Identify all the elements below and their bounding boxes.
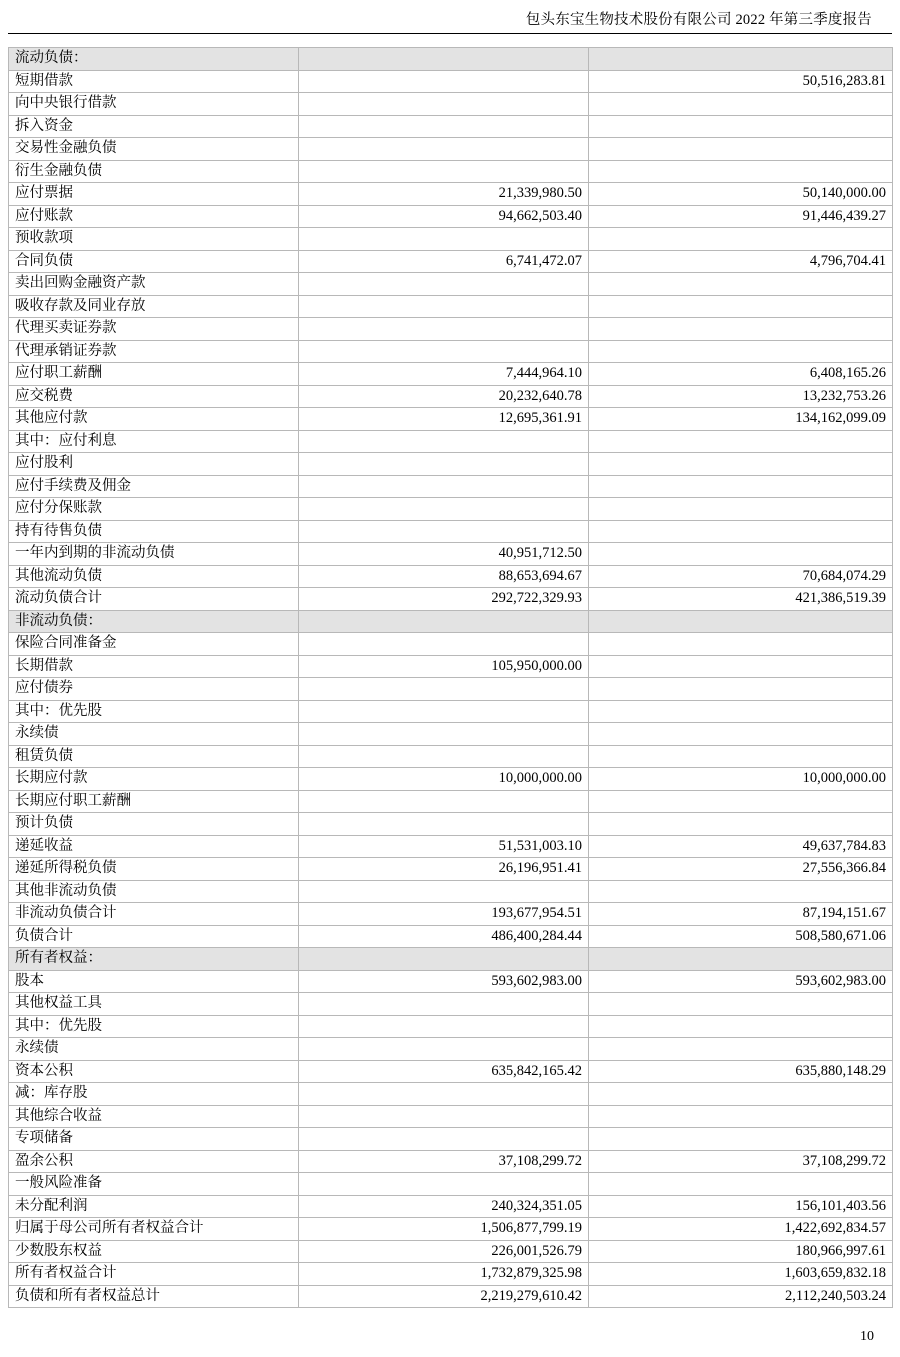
row-value-prior bbox=[589, 453, 893, 476]
row-value-prior bbox=[589, 948, 893, 971]
row-label: 吸收存款及同业存放 bbox=[9, 295, 299, 318]
row-value-current: 635,842,165.42 bbox=[299, 1060, 589, 1083]
row-value-current bbox=[299, 475, 589, 498]
row-label: 非流动负债： bbox=[9, 610, 299, 633]
row-value-current: 593,602,983.00 bbox=[299, 970, 589, 993]
header-divider bbox=[8, 33, 892, 34]
row-value-current: 7,444,964.10 bbox=[299, 363, 589, 386]
row-label: 负债合计 bbox=[9, 925, 299, 948]
row-value-prior: 49,637,784.83 bbox=[589, 835, 893, 858]
row-value-current bbox=[299, 520, 589, 543]
row-value-prior: 10,000,000.00 bbox=[589, 768, 893, 791]
row-label: 其他非流动负债 bbox=[9, 880, 299, 903]
table-row bbox=[9, 543, 893, 566]
row-value-prior: 2,112,240,503.24 bbox=[589, 1285, 893, 1308]
row-label: 盈余公积 bbox=[9, 1150, 299, 1173]
row-label: 应付职工薪酬 bbox=[9, 363, 299, 386]
table-row bbox=[9, 318, 893, 341]
row-value-current: 2,219,279,610.42 bbox=[299, 1285, 589, 1308]
table-row bbox=[9, 70, 893, 93]
row-value-current bbox=[299, 430, 589, 453]
table-row bbox=[9, 655, 893, 678]
row-value-prior bbox=[589, 318, 893, 341]
balance-sheet-table bbox=[8, 47, 893, 1308]
row-label: 持有待售负债 bbox=[9, 520, 299, 543]
row-value-current bbox=[299, 295, 589, 318]
row-label: 负债和所有者权益总计 bbox=[9, 1285, 299, 1308]
row-value-prior bbox=[589, 520, 893, 543]
page-number: 10 bbox=[860, 1329, 874, 1344]
row-value-current: 94,662,503.40 bbox=[299, 205, 589, 228]
row-label: 卖出回购金融资产款 bbox=[9, 273, 299, 296]
row-value-prior bbox=[589, 1173, 893, 1196]
row-value-prior bbox=[589, 1105, 893, 1128]
row-label: 归属于母公司所有者权益合计 bbox=[9, 1218, 299, 1241]
row-value-current: 292,722,329.93 bbox=[299, 588, 589, 611]
table-row bbox=[9, 790, 893, 813]
row-label: 向中央银行借款 bbox=[9, 93, 299, 116]
table-row bbox=[9, 138, 893, 161]
row-label: 其他综合收益 bbox=[9, 1105, 299, 1128]
row-value-prior bbox=[589, 655, 893, 678]
row-label: 一年内到期的非流动负债 bbox=[9, 543, 299, 566]
table-row bbox=[9, 925, 893, 948]
table-row bbox=[9, 475, 893, 498]
row-value-prior: 6,408,165.26 bbox=[589, 363, 893, 386]
row-label: 少数股东权益 bbox=[9, 1240, 299, 1263]
row-value-current bbox=[299, 318, 589, 341]
row-label: 专项储备 bbox=[9, 1128, 299, 1151]
row-value-prior: 70,684,074.29 bbox=[589, 565, 893, 588]
row-label: 代理买卖证券款 bbox=[9, 318, 299, 341]
table-row bbox=[9, 700, 893, 723]
row-label: 减：库存股 bbox=[9, 1083, 299, 1106]
row-value-current bbox=[299, 340, 589, 363]
row-value-current bbox=[299, 93, 589, 116]
row-value-current: 37,108,299.72 bbox=[299, 1150, 589, 1173]
row-value-current: 1,732,879,325.98 bbox=[299, 1263, 589, 1286]
row-label: 其中：优先股 bbox=[9, 700, 299, 723]
row-value-current bbox=[299, 790, 589, 813]
row-value-prior: 27,556,366.84 bbox=[589, 858, 893, 881]
row-value-current bbox=[299, 633, 589, 656]
row-value-current: 486,400,284.44 bbox=[299, 925, 589, 948]
row-value-current: 240,324,351.05 bbox=[299, 1195, 589, 1218]
row-value-prior bbox=[589, 543, 893, 566]
row-value-prior bbox=[589, 678, 893, 701]
row-value-prior bbox=[589, 115, 893, 138]
row-label: 应付股利 bbox=[9, 453, 299, 476]
table-row bbox=[9, 813, 893, 836]
row-value-prior bbox=[589, 160, 893, 183]
row-label: 股本 bbox=[9, 970, 299, 993]
row-value-prior: 156,101,403.56 bbox=[589, 1195, 893, 1218]
row-value-prior bbox=[589, 93, 893, 116]
row-value-prior bbox=[589, 228, 893, 251]
row-value-current bbox=[299, 700, 589, 723]
row-value-prior bbox=[589, 1038, 893, 1061]
row-value-current: 193,677,954.51 bbox=[299, 903, 589, 926]
row-value-current bbox=[299, 610, 589, 633]
row-value-prior bbox=[589, 498, 893, 521]
row-value-prior bbox=[589, 633, 893, 656]
table-row bbox=[9, 408, 893, 431]
table-row bbox=[9, 1173, 893, 1196]
table-row bbox=[9, 678, 893, 701]
row-value-current bbox=[299, 880, 589, 903]
row-value-prior: 37,108,299.72 bbox=[589, 1150, 893, 1173]
row-label: 代理承销证券款 bbox=[9, 340, 299, 363]
table-row bbox=[9, 1060, 893, 1083]
row-value-current bbox=[299, 138, 589, 161]
table-row bbox=[9, 1105, 893, 1128]
table-row bbox=[9, 970, 893, 993]
row-value-prior bbox=[589, 340, 893, 363]
row-value-current: 105,950,000.00 bbox=[299, 655, 589, 678]
table-row bbox=[9, 273, 893, 296]
row-label: 预计负债 bbox=[9, 813, 299, 836]
table-row bbox=[9, 903, 893, 926]
row-value-current bbox=[299, 70, 589, 93]
row-value-prior bbox=[589, 138, 893, 161]
row-label: 其中：应付利息 bbox=[9, 430, 299, 453]
row-value-current: 10,000,000.00 bbox=[299, 768, 589, 791]
row-value-current bbox=[299, 948, 589, 971]
row-value-current bbox=[299, 48, 589, 71]
row-value-prior bbox=[589, 993, 893, 1016]
table-row bbox=[9, 858, 893, 881]
row-label: 非流动负债合计 bbox=[9, 903, 299, 926]
row-label: 其中：优先股 bbox=[9, 1015, 299, 1038]
table-row bbox=[9, 835, 893, 858]
row-value-current bbox=[299, 453, 589, 476]
row-label: 其他权益工具 bbox=[9, 993, 299, 1016]
row-value-prior bbox=[589, 723, 893, 746]
row-value-current bbox=[299, 813, 589, 836]
row-value-prior: 134,162,099.09 bbox=[589, 408, 893, 431]
table-row bbox=[9, 745, 893, 768]
table-row bbox=[9, 1263, 893, 1286]
row-label: 合同负债 bbox=[9, 250, 299, 273]
row-value-current: 51,531,003.10 bbox=[299, 835, 589, 858]
row-value-current bbox=[299, 273, 589, 296]
row-label: 流动负债： bbox=[9, 48, 299, 71]
row-value-current: 1,506,877,799.19 bbox=[299, 1218, 589, 1241]
row-value-prior: 508,580,671.06 bbox=[589, 925, 893, 948]
row-value-current bbox=[299, 1128, 589, 1151]
page-header: 包头东宝生物技术股份有限公司 2022 年第三季度报告 bbox=[525, 12, 872, 28]
row-label: 短期借款 bbox=[9, 70, 299, 93]
row-value-prior bbox=[589, 790, 893, 813]
row-label: 递延所得税负债 bbox=[9, 858, 299, 881]
row-label: 未分配利润 bbox=[9, 1195, 299, 1218]
row-value-current bbox=[299, 745, 589, 768]
table-row bbox=[9, 610, 893, 633]
row-value-prior bbox=[589, 813, 893, 836]
row-label: 资本公积 bbox=[9, 1060, 299, 1083]
row-label: 应付票据 bbox=[9, 183, 299, 206]
row-value-prior: 180,966,997.61 bbox=[589, 1240, 893, 1263]
row-value-prior bbox=[589, 1015, 893, 1038]
row-value-prior: 593,602,983.00 bbox=[589, 970, 893, 993]
row-value-current: 226,001,526.79 bbox=[299, 1240, 589, 1263]
row-value-prior: 13,232,753.26 bbox=[589, 385, 893, 408]
table-row bbox=[9, 588, 893, 611]
table-row bbox=[9, 385, 893, 408]
row-label: 永续债 bbox=[9, 1038, 299, 1061]
table-row bbox=[9, 1038, 893, 1061]
row-label: 长期应付职工薪酬 bbox=[9, 790, 299, 813]
row-value-current bbox=[299, 1173, 589, 1196]
table-row bbox=[9, 633, 893, 656]
table-row bbox=[9, 768, 893, 791]
row-value-current: 20,232,640.78 bbox=[299, 385, 589, 408]
row-label: 应付分保账款 bbox=[9, 498, 299, 521]
row-label: 其他流动负债 bbox=[9, 565, 299, 588]
row-label: 其他应付款 bbox=[9, 408, 299, 431]
row-value-current: 40,951,712.50 bbox=[299, 543, 589, 566]
row-value-prior: 1,603,659,832.18 bbox=[589, 1263, 893, 1286]
row-value-prior bbox=[589, 295, 893, 318]
table-row bbox=[9, 948, 893, 971]
row-value-current bbox=[299, 228, 589, 251]
row-label: 应付账款 bbox=[9, 205, 299, 228]
row-label: 交易性金融负债 bbox=[9, 138, 299, 161]
row-value-current bbox=[299, 678, 589, 701]
row-value-prior bbox=[589, 745, 893, 768]
table-row bbox=[9, 1218, 893, 1241]
row-value-prior: 50,516,283.81 bbox=[589, 70, 893, 93]
table-row bbox=[9, 1128, 893, 1151]
table-row bbox=[9, 880, 893, 903]
row-value-current: 12,695,361.91 bbox=[299, 408, 589, 431]
row-value-current bbox=[299, 1015, 589, 1038]
row-value-current bbox=[299, 1105, 589, 1128]
table-row bbox=[9, 1195, 893, 1218]
row-value-prior bbox=[589, 700, 893, 723]
row-value-current bbox=[299, 1083, 589, 1106]
table-row bbox=[9, 295, 893, 318]
row-label: 所有者权益： bbox=[9, 948, 299, 971]
table-row bbox=[9, 723, 893, 746]
row-label: 所有者权益合计 bbox=[9, 1263, 299, 1286]
row-value-prior bbox=[589, 273, 893, 296]
row-value-prior bbox=[589, 880, 893, 903]
row-value-prior: 87,194,151.67 bbox=[589, 903, 893, 926]
table-row bbox=[9, 363, 893, 386]
table-row bbox=[9, 1150, 893, 1173]
row-value-prior bbox=[589, 475, 893, 498]
row-value-prior: 1,422,692,834.57 bbox=[589, 1218, 893, 1241]
row-label: 长期借款 bbox=[9, 655, 299, 678]
row-label: 递延收益 bbox=[9, 835, 299, 858]
row-label: 应交税费 bbox=[9, 385, 299, 408]
row-value-current bbox=[299, 160, 589, 183]
table-row bbox=[9, 993, 893, 1016]
row-label: 衍生金融负债 bbox=[9, 160, 299, 183]
table-row bbox=[9, 160, 893, 183]
row-value-prior: 91,446,439.27 bbox=[589, 205, 893, 228]
row-value-prior bbox=[589, 48, 893, 71]
table-row bbox=[9, 453, 893, 476]
row-label: 租赁负债 bbox=[9, 745, 299, 768]
row-value-prior: 50,140,000.00 bbox=[589, 183, 893, 206]
row-value-current: 88,653,694.67 bbox=[299, 565, 589, 588]
row-value-current: 26,196,951.41 bbox=[299, 858, 589, 881]
row-value-prior bbox=[589, 1128, 893, 1151]
row-value-current bbox=[299, 498, 589, 521]
row-value-prior: 421,386,519.39 bbox=[589, 588, 893, 611]
table-body bbox=[9, 48, 893, 1308]
table-row bbox=[9, 498, 893, 521]
row-value-current: 6,741,472.07 bbox=[299, 250, 589, 273]
row-label: 一般风险准备 bbox=[9, 1173, 299, 1196]
table-row bbox=[9, 115, 893, 138]
table-row bbox=[9, 228, 893, 251]
table-row bbox=[9, 340, 893, 363]
row-label: 永续债 bbox=[9, 723, 299, 746]
row-value-current bbox=[299, 115, 589, 138]
table-row bbox=[9, 93, 893, 116]
table-row bbox=[9, 430, 893, 453]
row-label: 保险合同准备金 bbox=[9, 633, 299, 656]
row-label: 流动负债合计 bbox=[9, 588, 299, 611]
row-value-current bbox=[299, 1038, 589, 1061]
table-row bbox=[9, 250, 893, 273]
table-row bbox=[9, 1240, 893, 1263]
row-value-current bbox=[299, 993, 589, 1016]
table-row bbox=[9, 565, 893, 588]
table-row bbox=[9, 1015, 893, 1038]
row-value-prior bbox=[589, 1083, 893, 1106]
row-value-prior: 4,796,704.41 bbox=[589, 250, 893, 273]
row-label: 长期应付款 bbox=[9, 768, 299, 791]
table-row bbox=[9, 520, 893, 543]
row-label: 应付债券 bbox=[9, 678, 299, 701]
row-value-current bbox=[299, 723, 589, 746]
row-value-current: 21,339,980.50 bbox=[299, 183, 589, 206]
row-label: 预收款项 bbox=[9, 228, 299, 251]
table-row bbox=[9, 48, 893, 71]
table-row bbox=[9, 205, 893, 228]
table-row bbox=[9, 1083, 893, 1106]
row-label: 应付手续费及佣金 bbox=[9, 475, 299, 498]
row-value-prior bbox=[589, 610, 893, 633]
row-label: 拆入资金 bbox=[9, 115, 299, 138]
row-value-prior bbox=[589, 430, 893, 453]
table-row bbox=[9, 1285, 893, 1308]
table-row bbox=[9, 183, 893, 206]
row-value-prior: 635,880,148.29 bbox=[589, 1060, 893, 1083]
